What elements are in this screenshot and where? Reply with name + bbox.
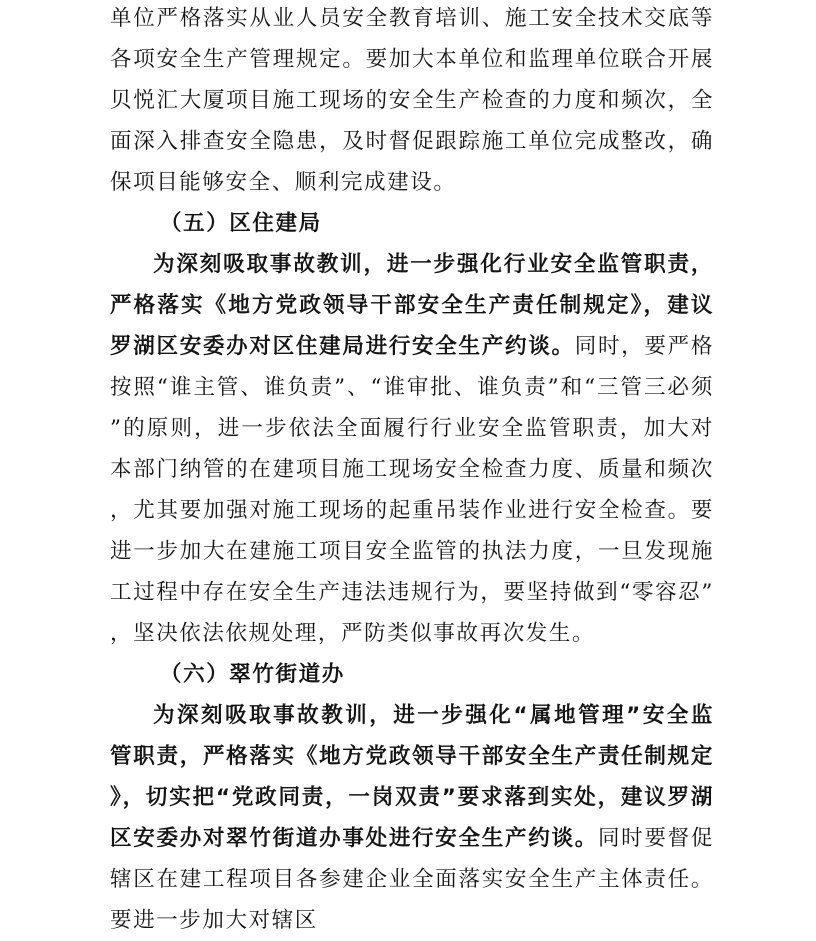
paragraph-housing-bureau bbox=[110, 244, 714, 654]
document-page bbox=[110, 0, 714, 933]
paragraph-subdistrict-office bbox=[110, 695, 714, 941]
section-heading-district-housing-bureau: （五）区住建局 bbox=[160, 211, 322, 236]
body-text: 同时要督促辖区在建工程项目各参建企业全面落实安全生产主体责任。要进一步加大对辖区 bbox=[110, 826, 714, 933]
paragraph-safety-management: 单位严格落实从业人员安全教育培训、施工安全技术交底等各项安全生产管理规定。要加大本单位和监理单位联合开展贝悦汇大厦项目施工现场的安全生产检查的力度和频次，全面深入排查安全隐患，及时督促跟踪施工单位完成整改，确保项目能够安全、顺利完成建设。 bbox=[110, 6, 714, 195]
body-text: 同时，要严格按照“谁主管、谁负责”、“谁审批、谁负责”和“三管三必须”的原则，进一步依法全面履行行业安全监管职责，加大对本部门纳管的在建项目施工现场安全检查力度、质量和频次，尤其要加强对施工现场的起重吊装作业进行安全检查。要进一步加大在建施工项目安全监管的执法力度，一旦发现施工过程中存在安全生产违法违规行为，要坚持做到“零容忍”，坚决依法依规处理，严防类似事故再次发生。 bbox=[110, 334, 714, 646]
section-heading-cuizhu-subdistrict-office: （六）翠竹街道办 bbox=[160, 662, 345, 687]
bold-recommendation-text: 为深刻吸取事故教训，进一步强化行业安全监管职责，严格落实《地方党政领导干部安全生产责任制规定》，建议罗湖区安委办对区住建局进行安全生产约谈。 bbox=[110, 252, 714, 359]
bold-recommendation-text: 为深刻吸取事故教训，进一步强化“属地管理”安全监管职责，严格落实《地方党政领导干部安全生产责任制规定》，切实把“党政同责，一岗双责”要求落到实处，建议罗湖区安委办对翠竹街道办事处进行安全生产约谈。 bbox=[110, 703, 714, 851]
